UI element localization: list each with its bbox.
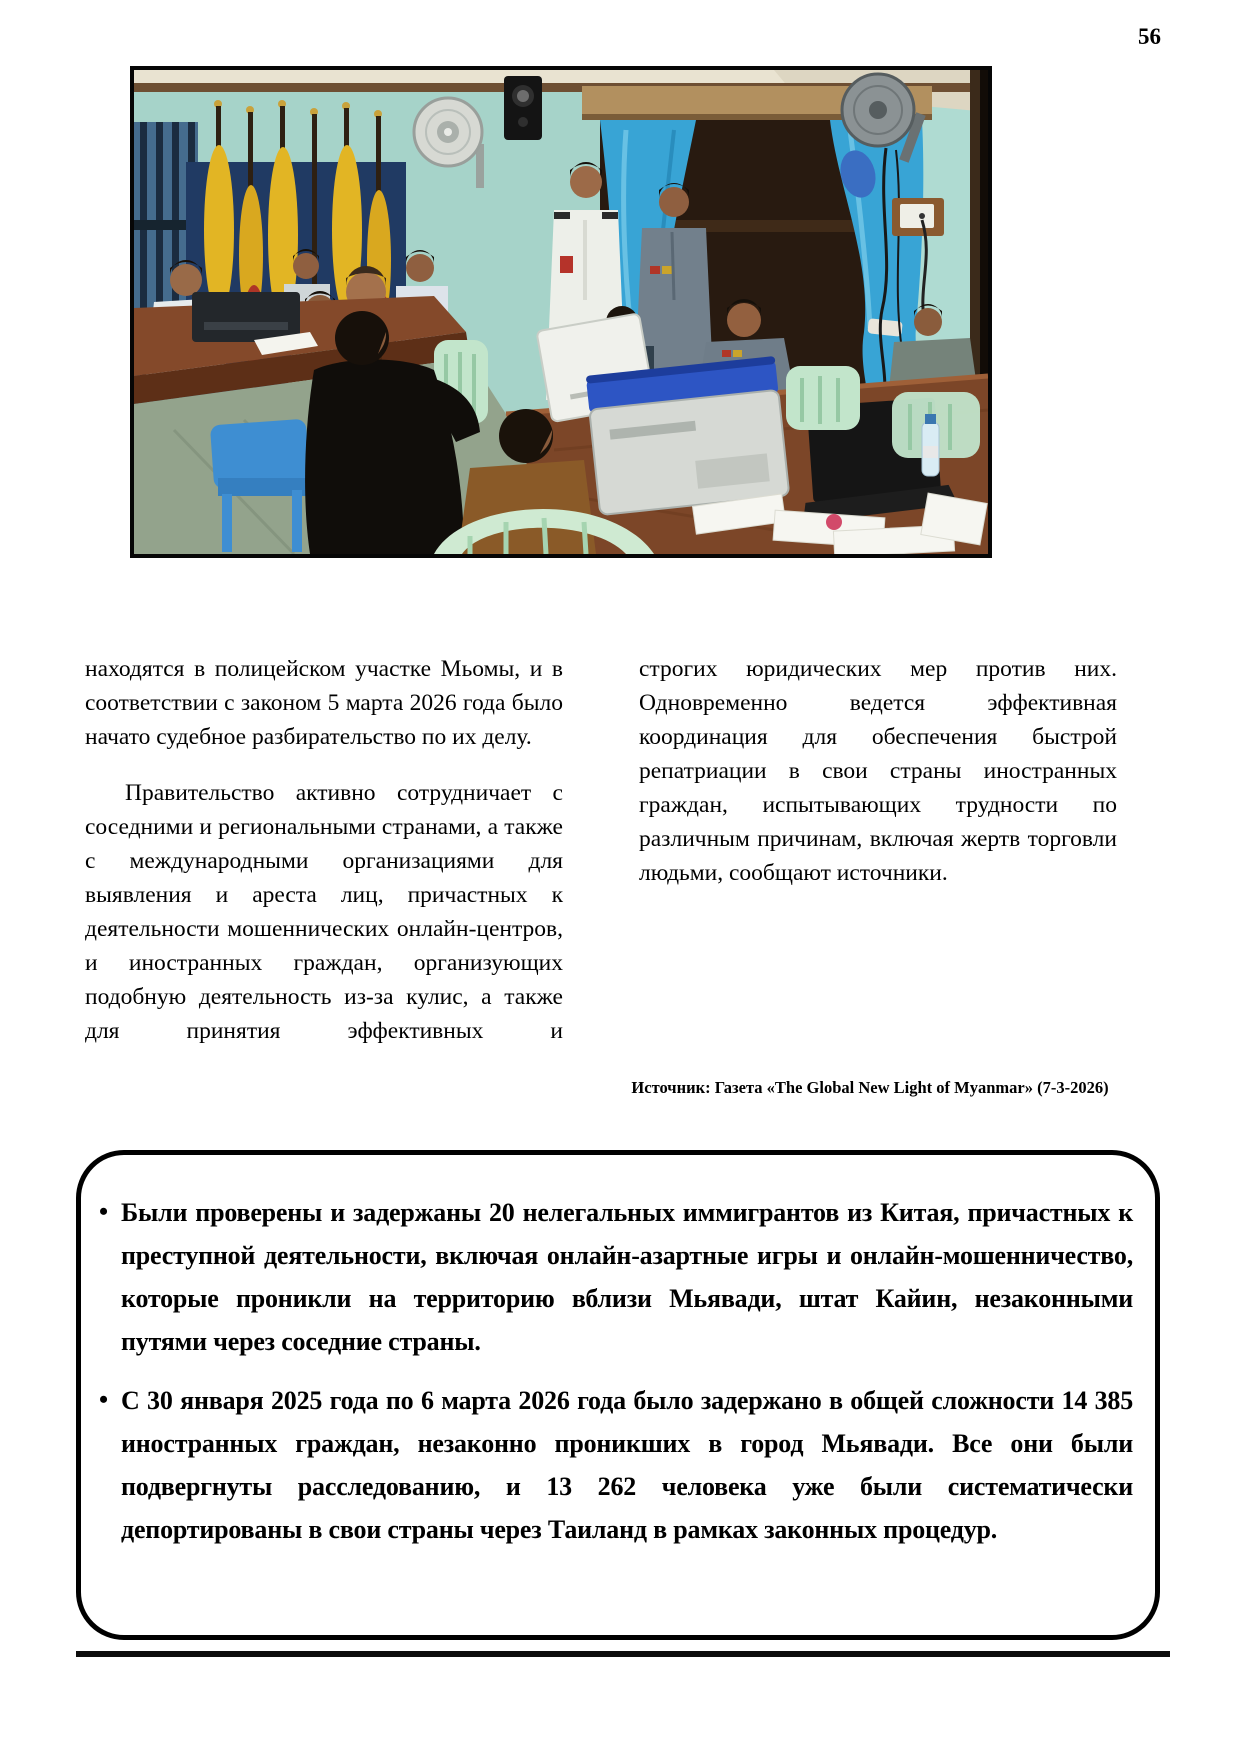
left-column	[85, 652, 563, 1070]
police-station-photo	[134, 70, 988, 554]
article-columns	[85, 652, 1117, 1070]
bullet-list	[81, 1155, 1155, 1551]
summary-box	[76, 1150, 1160, 1640]
paragraph: строгих юридических мер против них. Одновременно ведется эффективная координация для обеспечения быстрой репатриации в свои страны иностранных граждан, испытывающих трудности по различным причинам, включая жертв торговли людьми, сообщают источники.	[639, 656, 1117, 886]
footer-rule	[76, 1651, 1170, 1657]
source-attribution: Источник: Газета «The Global New Light of Myanmar» (7-3-2026)	[631, 1078, 1109, 1097]
photo-frame	[130, 66, 992, 558]
loudspeaker	[504, 76, 542, 140]
water-bottle	[922, 414, 939, 476]
page-number: 56	[1138, 24, 1161, 49]
paragraph: находятся в полицейском участке Мьомы, и в соответствии с законом 5 марта 2026 года было начато судебное разбирательство по их делу.	[85, 656, 563, 750]
bullet-item: • Были проверены и задержаны 20 нелегальных иммигрантов из Китая, причастных к преступной деятельности, включая онлайн-азартные игры и онлайн-мошенничество, которые проникли на территорию вблизи Мьявади, штат Кайин, незаконными путями через соседние страны.	[93, 1191, 1133, 1363]
bullet-item: • С 30 января 2025 года по 6 марта 2026 года было задержано в общей сложности 14 385 иностранных граждан, незаконно проникших в город Мьявади. Все они были подвергнуты расследованию, и 13 262 человека уже были систематически депортированы в свои страны через Таиланд в рамках законных процедур.	[93, 1379, 1133, 1551]
paragraph: Правительство активно сотрудничает с соседними и региональными странами, а также с международными организациями для выявления и ареста лиц, причастных к деятельности мошеннических онлайн-центров, и иностранных граждан, организующих подобную деятельность из-за кулис, а также для принятия эффективных и	[85, 780, 563, 1044]
printer	[586, 356, 790, 515]
right-column	[639, 652, 1117, 1070]
